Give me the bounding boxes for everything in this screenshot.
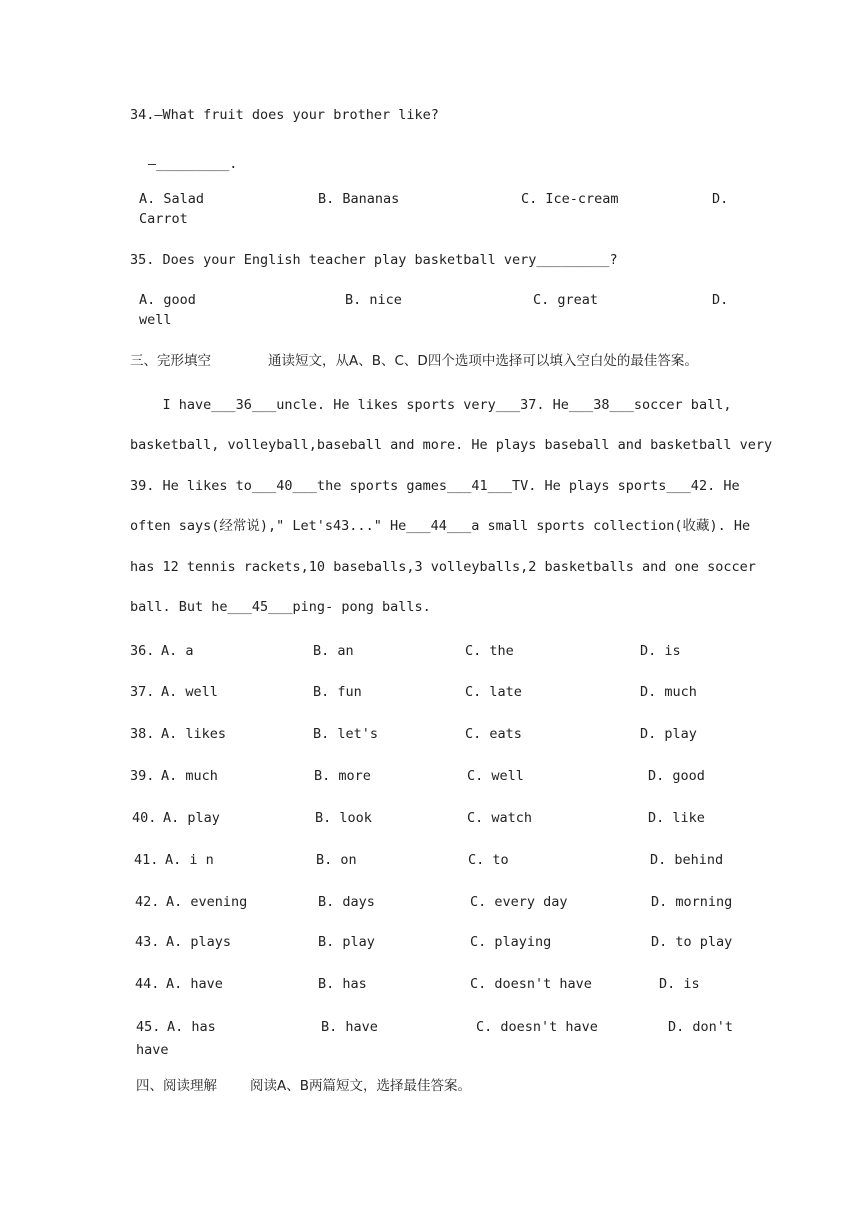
- option-a: A. well: [161, 684, 218, 700]
- option-row-number: 39.: [130, 768, 155, 784]
- option-row-number: 40.: [132, 810, 157, 826]
- q34-answer-line: —_________.: [148, 156, 238, 172]
- option-a: A. i n: [165, 852, 214, 868]
- option-d: D. play: [640, 726, 697, 742]
- option-c: C. playing: [470, 934, 552, 950]
- q35-option-c: C. great: [533, 292, 599, 308]
- section4-instruction: 阅读A、B两篇短文，选择最佳答案。: [250, 1078, 471, 1094]
- option-d: D. like: [648, 810, 705, 826]
- section3-title: 三、完形填空: [130, 353, 211, 369]
- option-d: D. to play: [651, 934, 733, 950]
- option-d: D. don't: [668, 1019, 734, 1035]
- option-row-number: 37.: [130, 684, 155, 700]
- option-b: B. days: [318, 894, 375, 910]
- q34-option-a: A. Salad: [139, 191, 205, 207]
- option-d: D. is: [640, 643, 681, 659]
- passage-line: basketball, volleyball,baseball and more. He plays baseball and basketball very: [130, 437, 773, 453]
- option-row-number: 41.: [134, 852, 159, 868]
- option-row-number: 42.: [135, 894, 160, 910]
- option-b: B. on: [316, 852, 357, 868]
- option-c: C. the: [465, 643, 514, 659]
- option-c: C. late: [465, 684, 522, 700]
- option-c: C. well: [467, 768, 524, 784]
- option-a: A. have: [166, 976, 223, 992]
- option-a: A. has: [167, 1019, 216, 1035]
- q34-option-c: C. Ice-cream: [521, 191, 619, 207]
- option-a: A. likes: [161, 726, 227, 742]
- q35-option-d-wrap: well: [139, 312, 172, 328]
- option-a: A. plays: [166, 934, 232, 950]
- passage-line: ball. But he___45___ping- pong balls.: [130, 599, 431, 615]
- q35-question: 35. Does your English teacher play basketball very_________?: [130, 252, 618, 268]
- option-b: B. an: [313, 643, 354, 659]
- option-d: D. morning: [651, 894, 733, 910]
- q34-option-b: B. Bananas: [318, 191, 400, 207]
- passage-line: often says(经常说)," Let's43..." He___44___a small sports collection(收藏). He: [130, 518, 751, 534]
- option-a: A. play: [163, 810, 220, 826]
- option-c: C. doesn't have: [476, 1019, 598, 1035]
- option-b: B. fun: [313, 684, 362, 700]
- option-row-number: 43.: [135, 934, 160, 950]
- option-a: A. a: [161, 643, 194, 659]
- option-d-wrap: have: [136, 1042, 169, 1058]
- q35-option-d: D.: [712, 292, 729, 308]
- option-b: B. let's: [313, 726, 379, 742]
- option-b: B. have: [321, 1019, 378, 1035]
- option-c: C. to: [468, 852, 509, 868]
- option-b: B. has: [318, 976, 367, 992]
- option-row-number: 44.: [135, 976, 160, 992]
- option-c: C. every day: [470, 894, 568, 910]
- option-c: C. eats: [465, 726, 522, 742]
- option-c: C. watch: [467, 810, 533, 826]
- option-b: B. more: [314, 768, 371, 784]
- passage-line: 39. He likes to___40___the sports games___41___TV. He plays sports___42. He: [130, 478, 740, 494]
- passage-line: has 12 tennis rackets,10 baseballs,3 volleyballs,2 basketballs and one soccer: [130, 559, 756, 575]
- option-row-number: 38.: [130, 726, 155, 742]
- option-d: D. good: [648, 768, 705, 784]
- q34-option-d: D.: [712, 191, 729, 207]
- q34-option-d-wrap: Carrot: [139, 211, 188, 227]
- section3-instruction: 通读短文，从A、B、C、D四个选项中选择可以填入空白处的最佳答案。: [268, 353, 698, 369]
- option-d: D. behind: [650, 852, 724, 868]
- q34-question: 34.—What fruit does your brother like?: [130, 107, 439, 123]
- option-b: B. play: [318, 934, 375, 950]
- section4-title: 四、阅读理解: [136, 1078, 217, 1094]
- option-row-number: 45.: [136, 1019, 161, 1035]
- passage-line: I have___36___uncle. He likes sports very___37. He___38___soccer ball,: [130, 397, 732, 413]
- q35-option-b: B. nice: [345, 292, 402, 308]
- option-a: A. evening: [166, 894, 248, 910]
- q35-option-a: A. good: [139, 292, 196, 308]
- option-b: B. look: [315, 810, 372, 826]
- option-d: D. much: [640, 684, 697, 700]
- option-row-number: 36.: [130, 643, 155, 659]
- option-a: A. much: [161, 768, 218, 784]
- option-c: C. doesn't have: [470, 976, 592, 992]
- option-d: D. is: [659, 976, 700, 992]
